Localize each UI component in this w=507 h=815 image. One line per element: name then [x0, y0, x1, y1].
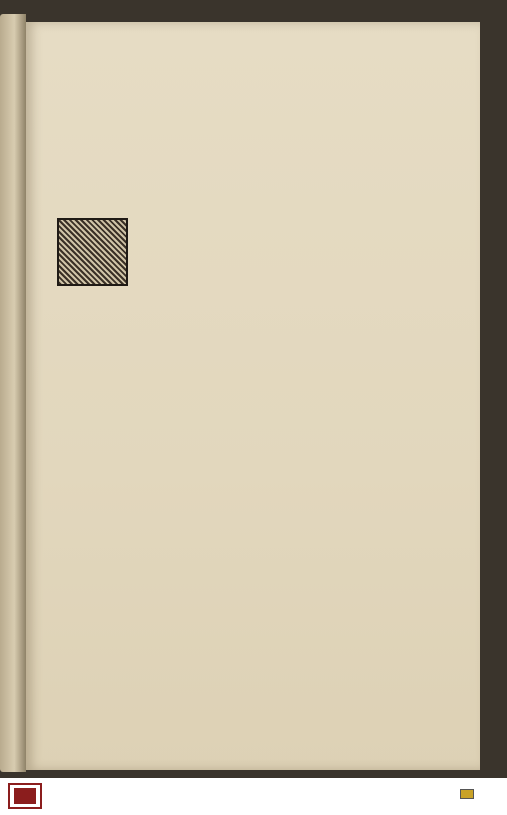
university-library-logo[interactable] — [8, 783, 42, 809]
viewer-footer — [0, 778, 507, 815]
decorated-initial — [57, 218, 128, 286]
book-page — [26, 22, 480, 770]
previous-page-edge — [0, 14, 26, 772]
coat-of-arms-icon — [460, 789, 474, 799]
